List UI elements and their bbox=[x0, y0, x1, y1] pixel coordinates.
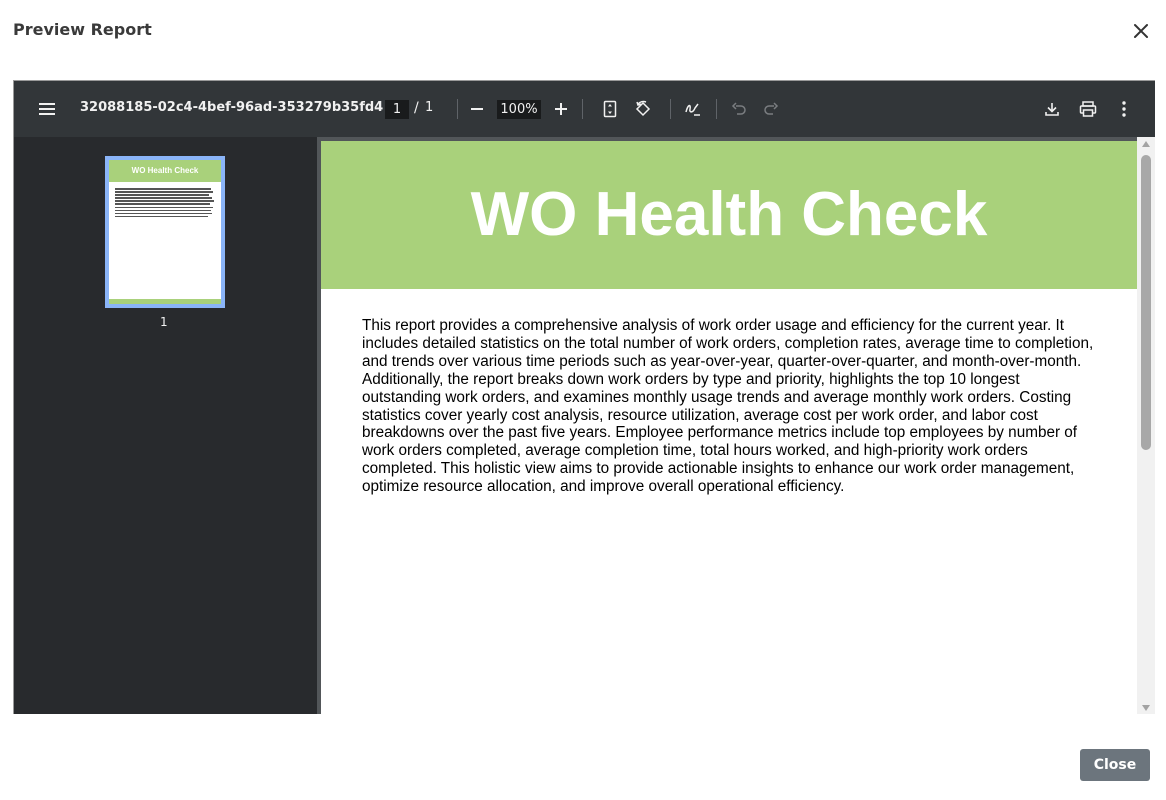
thumbnail-footer bbox=[109, 299, 221, 304]
annotate-icon[interactable] bbox=[679, 95, 707, 123]
report-description: This report provides a comprehensive analysis of work order usage and efficiency for the current year. It includes detailed statistics on the total number of work orders, completion rates, average time to completion, and trends over various time periods such as year-over-year, quarter-over-quarter, and month-over-month. Additionally, the report breaks down work orders by type and priority, highlights the top 10 longest outstanding work orders, and examines monthly usage trends and average monthly work orders. Costing statistics cover yearly cost analysis, resource utilization, average cost per work order, and labor cost breakdowns over the past five years. Employee performance metrics include top employees by number of work orders completed, average completion time, total hours worked, and high-priority work orders completed. This holistic view aims to provide actionable insights to enhance our work order management, optimize resource allocation, and improve overall operational efficiency. bbox=[362, 317, 1094, 496]
download-icon[interactable] bbox=[1038, 95, 1066, 123]
rotate-icon[interactable] bbox=[629, 95, 657, 123]
report-banner bbox=[321, 141, 1137, 289]
page-total: 1 bbox=[425, 100, 434, 115]
scroll-down-icon[interactable] bbox=[1142, 705, 1150, 711]
more-options-icon[interactable] bbox=[1110, 95, 1138, 123]
page-thumbnail[interactable] bbox=[105, 156, 225, 308]
page-number-input[interactable]: 1 bbox=[385, 100, 409, 119]
pdf-page bbox=[321, 141, 1137, 714]
report-title: WO Health Check bbox=[470, 180, 988, 249]
document-view bbox=[317, 137, 1155, 714]
close-button[interactable]: Close bbox=[1080, 749, 1150, 781]
toolbar-divider bbox=[670, 99, 671, 119]
zoom-in-icon[interactable] bbox=[547, 95, 575, 123]
undo-icon[interactable] bbox=[725, 95, 753, 123]
zoom-input[interactable]: 100% bbox=[497, 100, 541, 119]
print-icon[interactable] bbox=[1074, 95, 1102, 123]
thumbnail-sidebar bbox=[14, 137, 317, 714]
thumbnail-text-lines bbox=[115, 188, 215, 219]
pdf-viewer bbox=[13, 80, 1155, 714]
dialog-title: Preview Report bbox=[13, 20, 152, 39]
toolbar-divider bbox=[582, 99, 583, 119]
menu-icon[interactable] bbox=[33, 95, 61, 123]
pdf-toolbar bbox=[14, 81, 1155, 137]
document-title: 32088185-02c4-4bef-96ad-353279b35fd4 bbox=[80, 100, 384, 115]
toolbar-divider bbox=[457, 99, 458, 119]
redo-icon[interactable] bbox=[757, 95, 785, 123]
zoom-out-icon[interactable] bbox=[463, 95, 491, 123]
fit-page-icon[interactable] bbox=[596, 95, 624, 123]
scrollbar[interactable] bbox=[1137, 137, 1155, 714]
thumbnail-title: WO Health Check bbox=[109, 160, 221, 182]
scroll-thumb[interactable] bbox=[1141, 155, 1151, 450]
scroll-up-icon[interactable] bbox=[1142, 141, 1150, 147]
thumbnail-page-number: 1 bbox=[160, 315, 168, 329]
close-icon[interactable] bbox=[1130, 20, 1152, 42]
toolbar-divider bbox=[716, 99, 717, 119]
page-separator: / bbox=[414, 100, 419, 116]
